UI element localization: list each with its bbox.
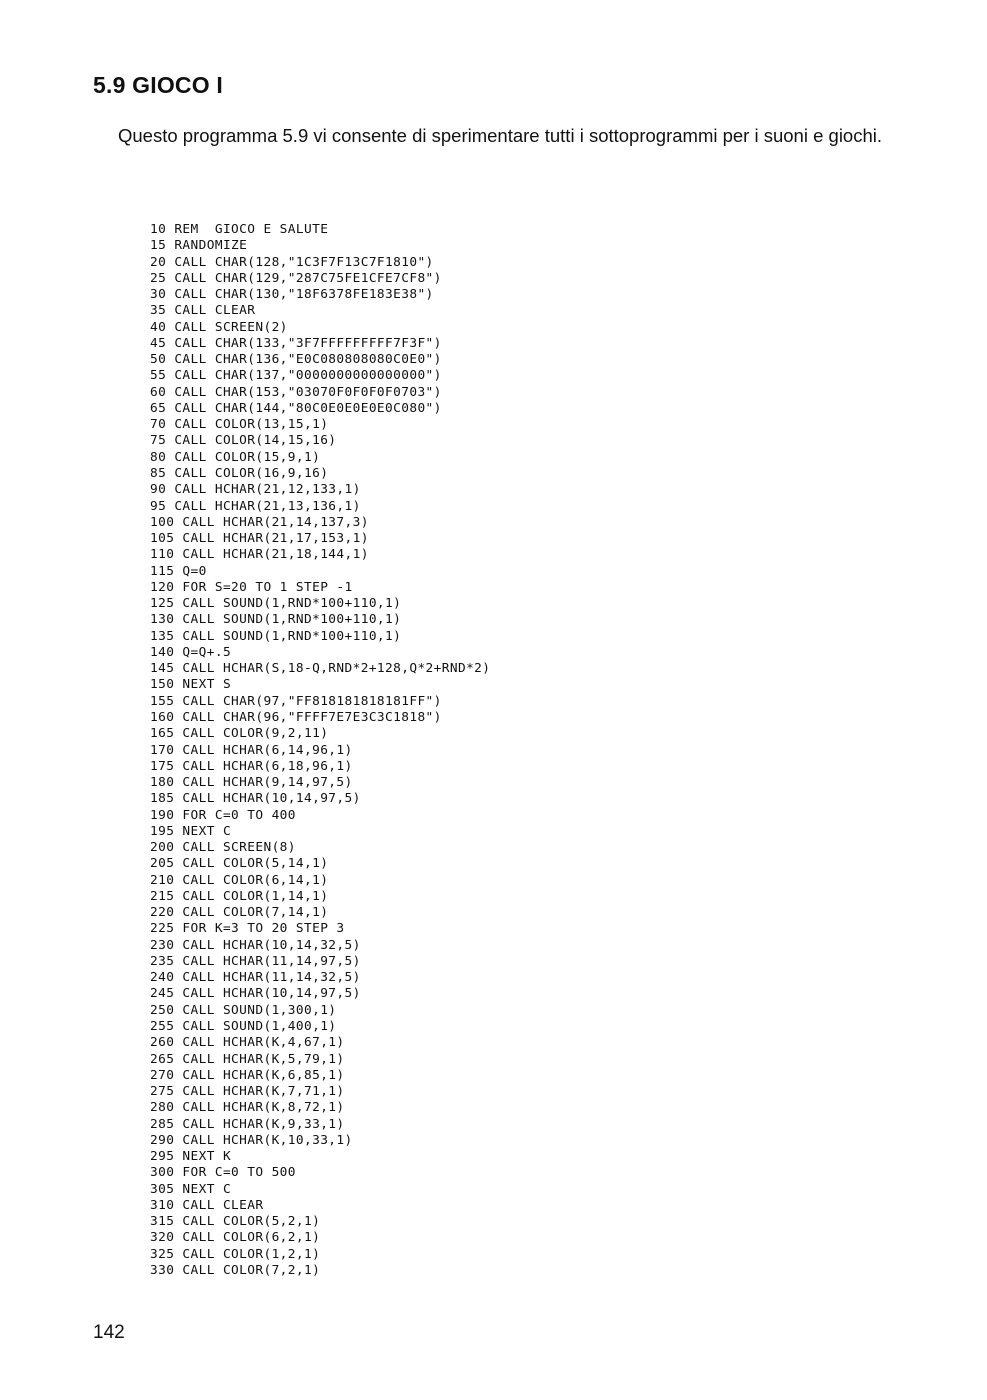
code-line: 25 CALL CHAR(129,"287C75FE1CFE7CF8") [150,270,442,286]
code-line: 60 CALL CHAR(153,"03070F0F0F0F0703") [150,384,442,400]
code-line: 290 CALL HCHAR(K,10,33,1) [150,1132,353,1148]
code-line: 205 CALL COLOR(5,14,1) [150,856,329,872]
code-line: 330 CALL COLOR(7,2,1) [150,1263,321,1278]
code-line: 325 CALL COLOR(1,2,1) [150,1246,321,1262]
code-line: 215 CALL COLOR(1,14,1) [150,888,329,904]
code-line: 260 CALL HCHAR(K,4,67,1) [150,1035,345,1051]
basic-code-listing [150,222,490,1279]
code-line: 245 CALL HCHAR(10,14,97,5) [150,986,361,1002]
code-line: 320 CALL COLOR(6,2,1) [150,1230,321,1246]
code-line: 160 CALL CHAR(96,"FFFF7E7E3C3C1818") [150,709,442,725]
code-line: 185 CALL HCHAR(10,14,97,5) [150,791,361,807]
code-line: 105 CALL HCHAR(21,17,153,1) [150,531,369,547]
code-line: 310 CALL CLEAR [150,1197,264,1213]
code-line: 135 CALL SOUND(1,RND*100+110,1) [150,628,402,644]
code-line: 10 REM GIOCO E SALUTE [150,222,329,237]
code-line: 220 CALL COLOR(7,14,1) [150,905,329,921]
code-line: 250 CALL SOUND(1,300,1) [150,1002,337,1018]
code-line: 45 CALL CHAR(133,"3F7FFFFFFFFF7F3F") [150,335,442,351]
code-line: 175 CALL HCHAR(6,18,96,1) [150,758,353,774]
code-line: 90 CALL HCHAR(21,12,133,1) [150,482,361,498]
code-line: 265 CALL HCHAR(K,5,79,1) [150,1051,345,1067]
code-line: 270 CALL HCHAR(K,6,85,1) [150,1067,345,1083]
code-line: 240 CALL HCHAR(11,14,32,5) [150,970,361,986]
code-line: 40 CALL SCREEN(2) [150,319,288,335]
code-line: 85 CALL COLOR(16,9,16) [150,465,329,481]
code-line: 95 CALL HCHAR(21,13,136,1) [150,498,361,514]
code-line: 210 CALL COLOR(6,14,1) [150,872,329,888]
code-line: 125 CALL SOUND(1,RND*100+110,1) [150,596,402,612]
code-line: 285 CALL HCHAR(K,9,33,1) [150,1116,345,1132]
code-line: 155 CALL CHAR(97,"FF818181818181FF") [150,693,442,709]
code-line: 130 CALL SOUND(1,RND*100+110,1) [150,612,402,628]
code-line: 190 FOR C=0 TO 400 [150,807,296,823]
code-line: 20 CALL CHAR(128,"1C3F7F13C7F1810") [150,254,434,270]
code-line: 50 CALL CHAR(136,"E0C080808080C0E0") [150,352,442,368]
code-line: 100 CALL HCHAR(21,14,137,3) [150,514,369,530]
code-line: 15 RANDOMIZE [150,238,248,254]
code-line: 165 CALL COLOR(9,2,11) [150,726,329,742]
code-line: 70 CALL COLOR(13,15,1) [150,417,329,433]
section-title: 5.9 GIOCO I [93,72,224,98]
code-line: 305 NEXT C [150,1181,232,1197]
code-line: 230 CALL HCHAR(10,14,32,5) [150,937,361,953]
code-line: 235 CALL HCHAR(11,14,97,5) [150,953,361,969]
code-line: 315 CALL COLOR(5,2,1) [150,1214,321,1230]
code-line: 170 CALL HCHAR(6,14,96,1) [150,742,353,758]
code-line: 300 FOR C=0 TO 500 [150,1165,296,1181]
code-line: 295 NEXT K [150,1149,232,1165]
code-line: 65 CALL CHAR(144,"80C0E0E0E0E0C080") [150,400,442,416]
code-line: 280 CALL HCHAR(K,8,72,1) [150,1100,345,1116]
code-line: 180 CALL HCHAR(9,14,97,5) [150,775,353,791]
code-line: 110 CALL HCHAR(21,18,144,1) [150,547,369,563]
code-line: 195 NEXT C [150,823,232,839]
code-line: 200 CALL SCREEN(8) [150,840,296,856]
code-line: 55 CALL CHAR(137,"0000000000000000") [150,368,442,384]
code-line: 140 Q=Q+.5 [150,644,232,660]
code-line: 150 NEXT S [150,677,232,693]
code-line: 255 CALL SOUND(1,400,1) [150,1019,337,1035]
code-line: 120 FOR S=20 TO 1 STEP -1 [150,579,353,595]
code-line: 225 FOR K=3 TO 20 STEP 3 [150,921,345,937]
code-line: 80 CALL COLOR(15,9,1) [150,449,321,465]
code-line: 35 CALL CLEAR [150,303,256,319]
code-line: 30 CALL CHAR(130,"18F6378FE183E38") [150,287,434,303]
code-line: 145 CALL HCHAR(S,18-Q,RND*2+128,Q*2+RND*2) [150,661,491,677]
code-line: 75 CALL COLOR(14,15,16) [150,433,337,449]
code-line: 115 Q=0 [150,563,207,579]
page-number: 142 [93,1322,125,1343]
code-line: 275 CALL HCHAR(K,7,71,1) [150,1084,345,1100]
intro-paragraph: Questo programma 5.9 vi consente di sperimentare tutti i sottoprogrammi per i suoni e giochi. [118,125,883,146]
